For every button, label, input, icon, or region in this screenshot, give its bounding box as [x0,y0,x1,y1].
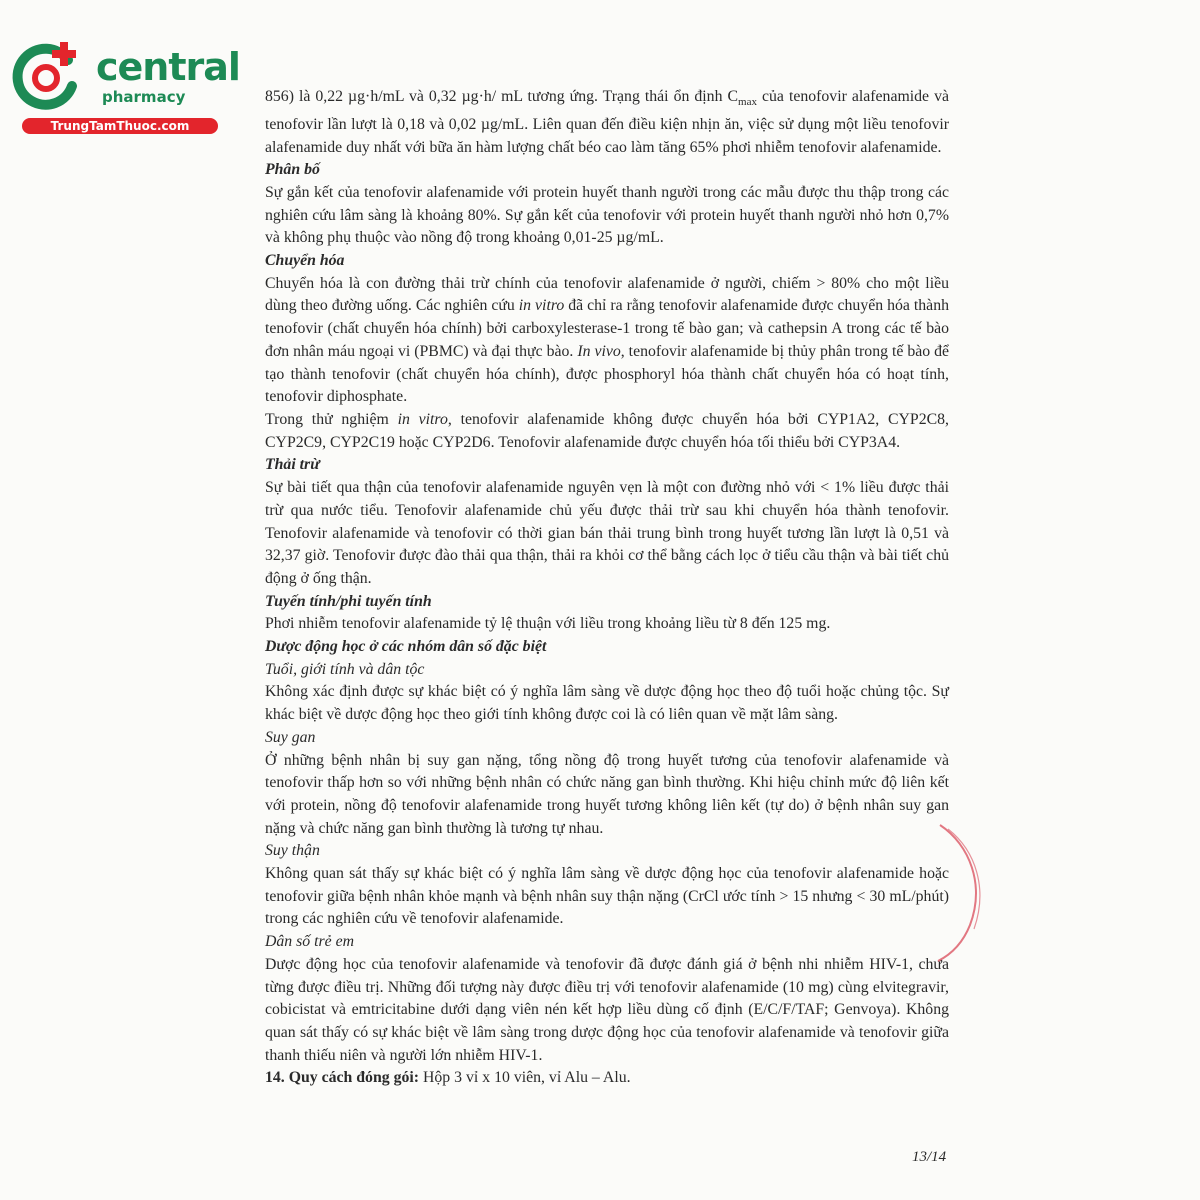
brand-logo [10,38,240,138]
document-body [265,86,949,1090]
paragraph-hepatic: Ở những bệnh nhân bị suy gan nặng, tổng nồng độ trong huyết tương của tenofovir alafenamide và tenofovir thấp hơn so với những bệnh nhân có chức năng gan bình thường. Khi hiệu chỉnh mức độ liên kết với protein, nồng độ tenofovir alafenamide trong huyết tương không liên kết (tự do) ở bệnh nhân suy gan nặng và chức năng gan bình thường là tương tự nhau. [265,751,949,837]
subheading-renal: Suy thận [265,842,320,860]
paragraph-elimination: Sự bài tiết qua thận của tenofovir alafenamide nguyên vẹn là một con đường nhỏ với < 1% liều được thải trừ qua nước tiểu. Tenofovir alafenamide chủ yếu được thải trừ sau khi chuyển hóa thành tenofovir. Tenofovir alafenamide và tenofovir có thời gian bán thải trung bình trong huyết tương lần lượt là 0,51 và 32,37 giờ. Tenofovir được đào thải qua thận, thải ra khỏi cơ thể bằng cách lọc ở tiểu cầu thận và bài tiết chủ động ở ống thận. [265,479,949,587]
paragraph-metabolism: Chuyển hóa là con đường thải trừ chính của tenofovir alafenamide ở người, chiếm > 80% cho một liều dùng theo đường uống. Các nghiên cứu in vitro đã chỉ ra rằng tenofovir alafenamide được chuyển hóa thành tenofovir (chất chuyển hóa chính) bởi carboxylesterase-1 trong tế bào gan; và cathepsin A trong các tế bào đơn nhân máu ngoại vi (PBMC) và đại thực bào. In vivo, tenofovir alafenamide bị thủy phân trong tế bào để tạo thành tenofovir (chất chuyển hóa chính), được phosphoryl hóa thành chất chuyển hóa có hoạt tính, tenofovir diphosphate. [265,274,950,406]
brand-subtitle: pharmacy [102,88,186,106]
subheading-hepatic: Suy gan [265,728,316,746]
subheading-age-gender: Tuổi, giới tính và dân tộc [265,660,425,678]
packaging-text: Hộp 3 vỉ x 10 viên, vỉ Alu – Alu. [419,1069,631,1087]
paragraph-pediatric: Dược động học của tenofovir alafenamide và tenofovir đã được đánh giá ở bệnh nhi nhiễm HIV-1, chưa từng được điều trị. Những đối tượng này được điều trị với tenofovir alafenamide (10 mg) cùng elvitegravir, cobicistat và emtricitabine dưới dạng viên nén kết hợp liều dùng cố định (E/C/F/TAF; Genvoya). Không quan sát thấy có sự khác biệt về lâm sàng trong dược động học của tenofovir alafenamide và tenofovir giữa thanh thiếu niên và người lớn nhiễm HIV-1. [265,955,949,1064]
heading-linearity: Tuyến tính/phi tuyến tính [265,592,432,610]
page-number: 13/14 [912,1149,947,1165]
heading-special-populations: Dược động học ở các nhóm dân số đặc biệt [265,638,547,656]
heading-distribution: Phân bố [265,161,320,179]
paragraph-pk-intro: 856) là 0,22 µg·h/mL và 0,32 µg·h/ mL tương ứng. Trạng thái ổn định $C_{max}$ của tenofovir alafenamide và tenofovir lần lượt là 0,18 và 0,02 µg/mL. Liên quan đến điều kiện nhịn ăn, việc sử dụng một liều tenofovir alafenamide duy nhất với bữa ăn hàm lượng chất béo cao làm tăng 65% phơi nhiễm tenofovir alafenamide. [265,88,949,156]
paragraph-metabolism-cyp: Trong thử nghiệm in vitro, tenofovir alafenamide không được chuyển hóa bởi CYP1A2, CYP2C8, CYP2C9, CYP2C19 hoặc CYP2D6. Tenofovir alafenamide được chuyển hóa tối thiểu bởi CYP3A4. [265,411,949,451]
paragraph-renal: Không quan sát thấy sự khác biệt có ý nghĩa lâm sàng về dược động học của tenofovir alafenamide hoặc tenofovir giữa bệnh nhân khỏe mạnh và bệnh nhân suy thận nặng (CrCl ước tính > 15 nhưng < 30 mL/phút) trong các nghiên cứu về tenofovir alafenamide. [265,865,949,928]
pharmacy-cross-icon [10,38,90,118]
subscript-max: max [738,96,757,109]
heading-metabolism: Chuyển hóa [265,252,345,270]
paragraph-distribution: Sự gắn kết của tenofovir alafenamide với protein huyết thanh người trong các mẫu được thu thập trong các nghiên cứu lâm sàng là khoảng 80%. Sự gắn kết của tenofovir với protein huyết thanh người nhỏ hơn 0,7% và không phụ thuộc vào nồng độ trong khoảng 0,01-25 µg/mL. [265,183,949,247]
paragraph-age-gender: Không xác định được sự khác biệt có ý nghĩa lâm sàng về dược động học theo độ tuổi hoặc chủng tộc. Sự khác biệt về dược động học theo giới tính không được coi là có liên quan về mặt lâm sàng. [265,683,949,724]
red-stamp-mark [930,815,990,965]
paragraph-linearity: Phơi nhiễm tenofovir alafenamide tỷ lệ thuận với liều trong khoảng liều từ 8 đến 125 mg. [265,615,831,633]
brand-url: TrungTamThuoc.com [22,118,218,134]
brand-name: central [96,45,240,89]
subheading-pediatric: Dân số trẻ em [265,933,355,951]
packaging-label: 14. Quy cách đóng gói: [265,1069,420,1087]
packaging-line [265,1067,949,1090]
heading-elimination: Thải trừ [265,456,320,474]
